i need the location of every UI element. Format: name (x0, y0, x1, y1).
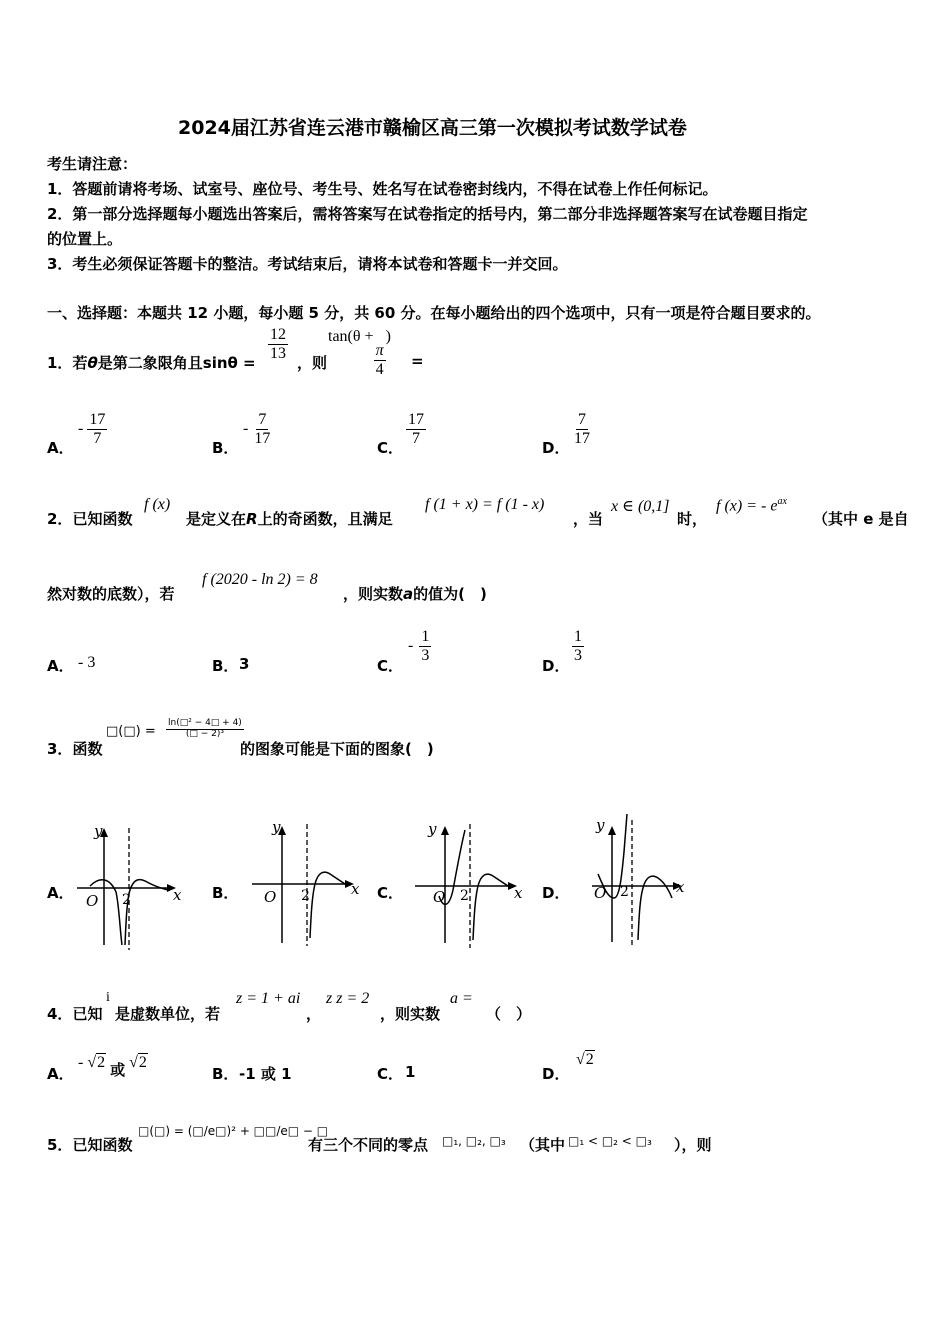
q1-option-a-value[interactable] (78, 411, 107, 447)
q5-num: 5． (47, 1136, 73, 1154)
q3-option-d-label: D． (542, 884, 570, 902)
q1-option-d-value[interactable] (572, 411, 592, 447)
q3-b-origin: O (264, 888, 277, 906)
q2-real: ，则实数 (343, 585, 404, 603)
q5-formula: □(□) = (□/e□)² + □□/e□ − □ (138, 1124, 329, 1138)
q1-text-2: 是第二象限角且 (97, 354, 203, 372)
q3-c-origin: O (433, 888, 446, 906)
q2-option-c-label: C． (377, 657, 404, 675)
q1-number: 1． (47, 354, 73, 372)
q3-formula-den: (□ − 2)³ (185, 728, 224, 739)
q4-a-minus: - (78, 1054, 84, 1071)
q1-option-b-value[interactable] (243, 411, 272, 447)
q1-d-num: 7 (578, 411, 586, 428)
q3-graph-b[interactable] (250, 818, 365, 953)
q3-c-y-label: y (428, 820, 437, 838)
q4-option-b-label: B． (212, 1065, 239, 1083)
q1-option-c-label: C． (377, 439, 404, 457)
q1-b-sign: - (243, 419, 249, 437)
q2-given: f (2020 - ln 2) = 8 (202, 571, 318, 588)
q4-a-rad: 2 (97, 1054, 106, 1071)
q1-c-num: 17 (408, 411, 424, 428)
page-title: 2024届江苏省连云港市赣榆区高三第一次模拟考试数学试卷 (178, 117, 687, 139)
q4-zz: z z = 2 (326, 990, 370, 1007)
q1-a-sign: - (78, 419, 84, 437)
q2-num: 2． (47, 510, 73, 528)
q4-text-4: （ ） (486, 1005, 532, 1023)
q1-b-num: 7 (258, 411, 267, 428)
q1-option-a-label: A． (47, 439, 74, 457)
q2-value: 的值为( ) (413, 585, 487, 603)
q4-stem (47, 1003, 102, 1024)
q3-graph-d[interactable] (588, 812, 698, 952)
q1-b-den: 17 (254, 429, 271, 447)
q3-c-x-label: x (514, 884, 523, 902)
q3-a-origin: O (86, 892, 99, 910)
q4-a-or: 或 (110, 1061, 126, 1079)
q4-a-eq: a = (450, 990, 473, 1007)
q2-text-4: 然对数的底数），若 (47, 585, 175, 603)
q1-frac-num: 12 (270, 326, 286, 343)
q2-option-a-label: A． (47, 657, 74, 675)
q1-a-num: 17 (89, 411, 106, 428)
q2-R: R (246, 510, 258, 528)
q3-b-y-label: y (272, 818, 281, 836)
q2-option-c-value[interactable] (408, 628, 431, 664)
q2-condition: f (1 + x) = f (1 - x) (425, 496, 545, 513)
q3-d-origin: O (594, 884, 607, 902)
q3-d-two: 2 (620, 884, 629, 900)
q3-option-b-label: B． (212, 884, 239, 902)
q3-option-c-label: C． (377, 884, 404, 902)
q4-option-a-value[interactable]: - √2 或 √2 (78, 1054, 147, 1079)
q4-a-rad-2: 2 (138, 1054, 147, 1071)
q2-when: ，当 (573, 510, 604, 528)
q3-a-y-label: y (94, 822, 103, 840)
q1-tan: tan(θ + (328, 328, 374, 345)
q1-sin: sinθ = (202, 354, 256, 372)
q4-comma: ， (306, 1005, 322, 1023)
q3-text-1: 函数 (72, 740, 103, 758)
q2-text-5 (343, 583, 487, 604)
q3-num: 3． (47, 740, 73, 758)
q2-d-num: 1 (574, 628, 582, 645)
q2-option-d-value[interactable] (572, 628, 584, 664)
q5-zeros: □₁, □₂, □₃ (442, 1134, 506, 1148)
q4-text-1: 已知 (72, 1005, 103, 1023)
q2-fx-def-base: f (x) = - e (716, 497, 778, 515)
q2-a: a (403, 585, 414, 603)
q1-d-den: 17 (574, 429, 590, 447)
q2-number (47, 508, 132, 529)
q2-option-b-value[interactable]: 3 (239, 655, 250, 673)
q2-fx: f (x) (144, 496, 171, 513)
q3-c-two: 2 (460, 888, 469, 904)
q3-option-a-label: A． (47, 884, 74, 902)
q2-option-b-label: B． (212, 657, 239, 675)
section-heading: 一、选择题：本题共 12 小题，每小题 5 分，共 60 分。在每小题给出的四个选项中，只有一项是符合题目要求的。 (47, 304, 821, 322)
q1-tan-expression (328, 328, 391, 378)
notice-item-2: 2．第一部分选择题每小题选出答案后，需将答案写在试卷指定的括号内，第二部分非选择题答案写在试卷题目指定 (47, 205, 808, 223)
q3-d-x-label: x (676, 878, 685, 896)
q4-option-a-label: A． (47, 1065, 74, 1083)
q1-frac-den: 13 (270, 344, 286, 362)
q3-a-x-label: x (173, 886, 182, 904)
q4-option-c-value[interactable]: 1 (405, 1063, 416, 1081)
q2-fx-def (716, 496, 787, 515)
q3-formula-lhs: □(□) = (106, 724, 156, 739)
notice-heading: 考生请注意： (47, 155, 138, 173)
q2-d-den: 3 (574, 646, 582, 664)
q3-text-2: 的图象可能是下面的图象( ) (240, 740, 434, 758)
q5-text-3: （其中 (520, 1136, 566, 1154)
q1-pi: π (375, 342, 384, 359)
q2-c-den: 3 (421, 646, 430, 664)
q3-d-y-label: y (596, 816, 605, 834)
q4-option-b-value[interactable]: -1 或 1 (239, 1065, 292, 1083)
notice-item-3: 3．考生必须保证答题卡的整洁。考试结束后，请将本试卷和答题卡一并交回。 (47, 255, 568, 273)
q1-close: ) (385, 328, 391, 345)
q5-order: □₁ < □₂ < □₃ (568, 1134, 652, 1148)
q5-stem (47, 1134, 132, 1155)
q4-text-2: 是虚数单位，若 (115, 1005, 221, 1023)
q3-graph-a[interactable] (72, 820, 187, 955)
q5-text-2: 有三个不同的零点 (308, 1136, 429, 1154)
q2-c-num: 1 (421, 628, 430, 645)
notice-item-2-cont: 的位置上。 (47, 230, 123, 248)
q2-odd: 上的奇函数，且满足 (257, 510, 393, 528)
q3-b-two: 2 (301, 888, 310, 904)
q2-option-a-value[interactable]: - 3 (78, 654, 96, 671)
q1-frac-12-13 (268, 326, 288, 362)
q1-then: ，则 (297, 354, 328, 372)
q1-option-c-value[interactable] (406, 411, 426, 447)
q3-stem (47, 738, 102, 759)
q1-four: 4 (375, 360, 384, 378)
q5-text-1: 已知函数 (72, 1136, 133, 1154)
q4-num: 4． (47, 1005, 73, 1023)
q2-c-sign: - (408, 636, 414, 654)
q4-option-d-value[interactable]: √2 (576, 1051, 594, 1068)
q1-option-b-label: B． (212, 439, 239, 457)
q2-exp: ax (777, 496, 787, 507)
q5-text-4: ），则 (674, 1136, 712, 1154)
q2-then: 时， (677, 510, 708, 528)
notice-item-1: 1．答题前请将考场、试室号、座位号、考生号、姓名写在试卷密封线内，不得在试卷上作任何标记。 (47, 180, 718, 198)
q3-formula (166, 719, 244, 740)
q4-text-3: ，则实数 (380, 1005, 441, 1023)
q2-text-3: （其中 e 是自 (813, 510, 909, 528)
q3-a-two: 2 (122, 892, 131, 908)
q1-c-den: 7 (412, 429, 420, 447)
q2-defined: 是定义在 (186, 510, 247, 528)
q4-option-c-label: C． (377, 1065, 404, 1083)
q2-text-1: 已知函数 (72, 510, 133, 528)
q4-i: i (106, 990, 110, 1005)
q2-option-d-label: D． (542, 657, 570, 675)
q1-stem (47, 352, 256, 373)
q3-formula-num: ln(□² − 4□ + 4) (168, 718, 242, 728)
q1-option-d-label: D． (542, 439, 570, 457)
q1-eq: = (411, 352, 424, 370)
q1-a-den: 7 (93, 429, 102, 447)
q3-graph-c[interactable] (413, 818, 528, 953)
q4-z-def: z = 1 + ai (236, 990, 301, 1007)
q4-option-d-label: D． (542, 1065, 570, 1083)
q2-text-2 (186, 508, 393, 529)
q1-theta: θ (87, 354, 98, 372)
q4-d-rad: 2 (585, 1051, 594, 1068)
q3-b-x-label: x (351, 880, 360, 898)
q2-domain: x ∈ (0,1] (611, 498, 670, 515)
q1-text: 若 (72, 354, 88, 372)
